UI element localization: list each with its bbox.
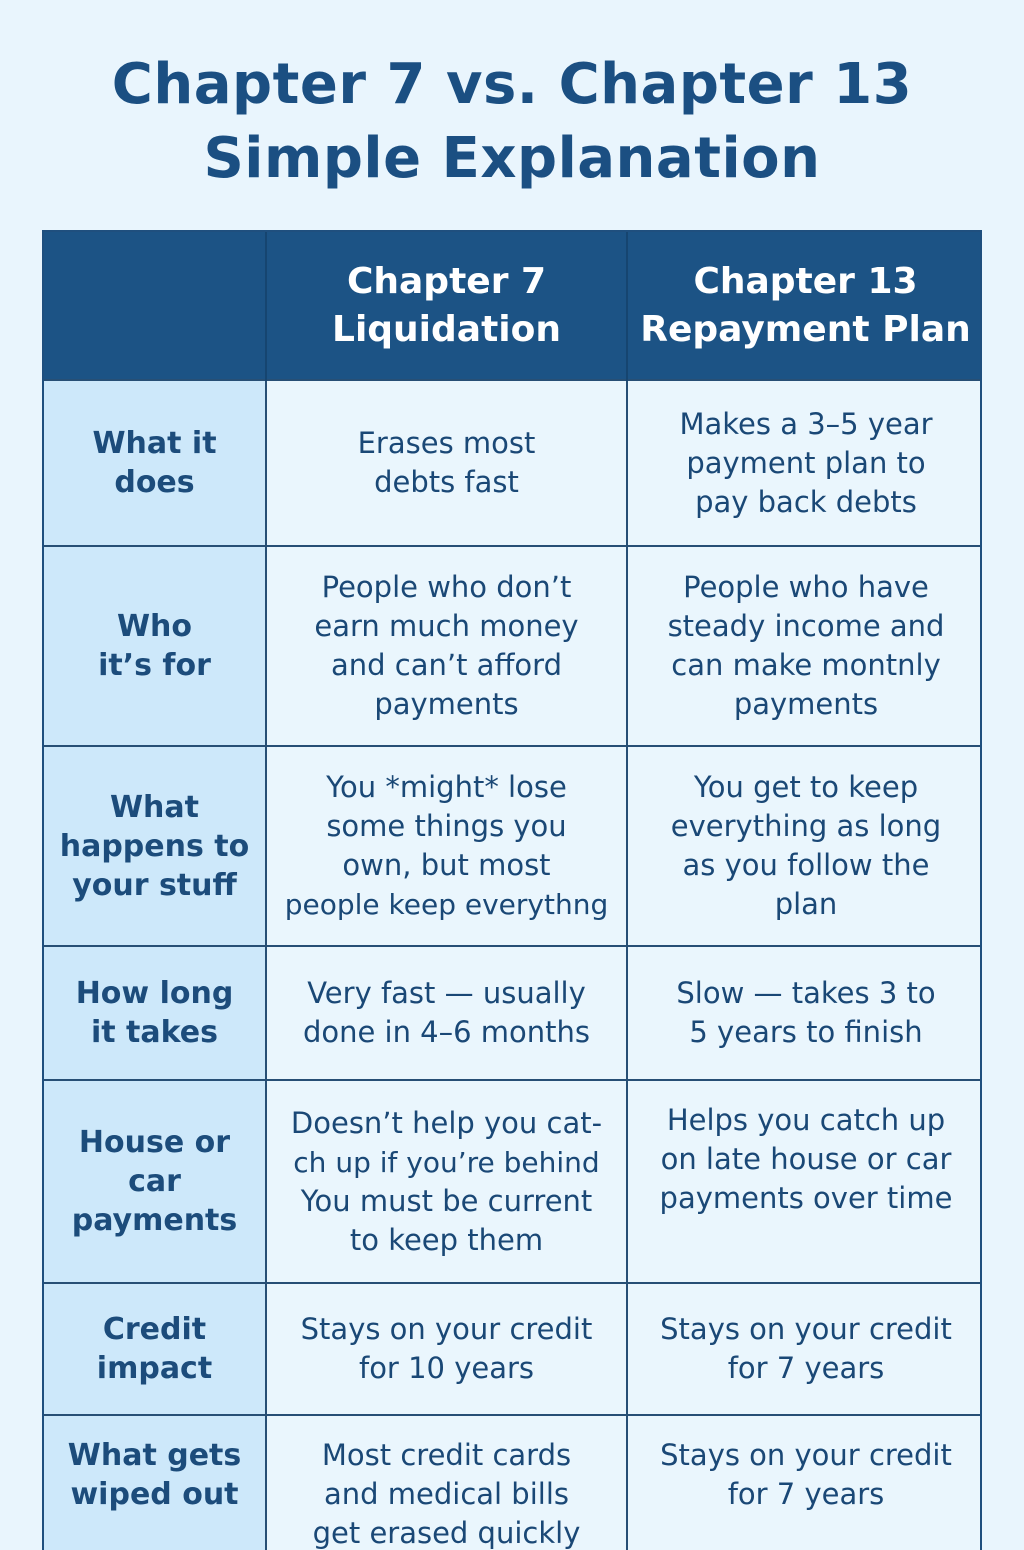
cell-text: to keep them — [349, 1222, 544, 1257]
table-row — [44, 746, 982, 946]
cell-text: pay back debts — [695, 484, 917, 519]
cell-text: Stays on your credit — [300, 1312, 593, 1346]
chapter-7-cell — [266, 946, 627, 1080]
header-text: Liquidation — [332, 308, 561, 350]
cell-text: own, but most — [342, 848, 551, 882]
chapter-7-cell — [266, 1080, 627, 1283]
row-label-what-it-does — [44, 380, 266, 546]
table-row — [44, 1080, 982, 1283]
cell-text: ch up if you’re behind — [293, 1145, 600, 1179]
cell-text: Makes a 3–5 year — [679, 406, 933, 441]
chapter-7-cell — [266, 1283, 627, 1415]
cell-text: payments over time — [659, 1181, 953, 1215]
row-label-wiped-out — [44, 1415, 266, 1550]
chapter-7-cell — [266, 1415, 627, 1550]
page-title — [0, 48, 1024, 196]
header-text: Chapter 13 — [693, 260, 918, 302]
header-chapter-13 — [627, 232, 982, 380]
cell-text: People who don’t — [321, 570, 572, 604]
label-text: Who — [116, 609, 193, 644]
cell-text: debts fast — [374, 465, 519, 499]
label-text: payments — [71, 1203, 238, 1238]
chapter-13-cell — [627, 746, 982, 946]
label-text: Credit — [102, 1312, 207, 1347]
cell-text: 5 years to finish — [689, 1015, 923, 1049]
cell-text: payments — [733, 687, 879, 721]
cell-text: payments — [374, 687, 519, 721]
label-text: it takes — [90, 1015, 218, 1050]
cell-text: for 7 years — [727, 1351, 885, 1385]
cell-text: and can’t afford — [331, 648, 562, 682]
label-text: your stuff — [72, 867, 237, 903]
label-text: it’s for — [98, 648, 211, 683]
cell-text: for 10 years — [358, 1351, 535, 1385]
table-row — [44, 380, 982, 546]
label-text: does — [114, 465, 195, 500]
row-label-who-its-for — [44, 546, 266, 746]
comparison-table-container — [42, 230, 982, 1550]
cell-text: People who have — [683, 570, 929, 604]
header-text: Repayment Plan — [640, 308, 971, 350]
cell-text: some things you — [326, 809, 567, 843]
cell-text: You *might* lose — [326, 770, 567, 804]
table-row — [44, 546, 982, 746]
cell-text: Most credit cards — [321, 1438, 572, 1472]
cell-text: as you follow the — [682, 848, 930, 882]
cell-text: payment plan to — [686, 445, 926, 480]
chapter-13-cell — [627, 546, 982, 746]
cell-text: Very fast — usually — [307, 976, 586, 1010]
label-text: House or — [78, 1125, 231, 1160]
cell-text: Stays on your credit — [660, 1312, 952, 1346]
label-text: impact — [96, 1351, 213, 1386]
label-text: car — [128, 1164, 181, 1199]
page-title-line-2: Simple Explanation — [203, 126, 821, 191]
chapter-13-cell — [627, 1283, 982, 1415]
cell-text: Stays on your credit — [660, 1438, 952, 1472]
label-text: What — [109, 789, 200, 825]
table-row — [44, 1415, 982, 1550]
cell-text: Helps you catch up — [666, 1103, 946, 1137]
cell-text: Doesn’t help you cat- — [290, 1105, 603, 1140]
cell-text: earn much money — [314, 609, 579, 643]
cell-text: Slow — takes 3 to — [676, 976, 936, 1010]
table-row — [44, 1283, 982, 1415]
chapter-7-cell — [266, 546, 627, 746]
row-label-house-car — [44, 1080, 266, 1283]
cell-text: and medical bills — [323, 1477, 569, 1511]
page-title-line-1: Chapter 7 vs. Chapter 13 — [111, 52, 913, 117]
label-text: How long — [75, 976, 234, 1011]
label-text: What gets — [67, 1438, 242, 1473]
cell-text: steady income and — [667, 609, 945, 643]
cell-text: get erased quickly — [312, 1516, 581, 1550]
cell-text: on late house or car — [660, 1142, 952, 1176]
row-label-how-long — [44, 946, 266, 1080]
cell-text: You get to keep — [693, 770, 919, 804]
cell-text: You must be current — [300, 1183, 593, 1218]
header-chapter-7 — [266, 232, 627, 380]
cell-text: people keep everythng — [284, 888, 609, 921]
label-text: What it — [92, 426, 217, 461]
cell-text: everything as long — [670, 809, 942, 843]
chapter-13-cell — [627, 380, 982, 546]
cell-text: for 7 years — [727, 1477, 885, 1511]
cell-text: plan — [774, 887, 838, 921]
table-header-row — [44, 232, 982, 380]
label-text: wiped out — [70, 1477, 239, 1512]
comparison-table — [44, 232, 982, 1550]
chapter-13-cell — [627, 946, 982, 1080]
cell-text: Erases most — [357, 426, 536, 460]
cell-text: done in 4–6 months — [302, 1015, 591, 1049]
chapter-7-cell — [266, 380, 627, 546]
header-text: Chapter 7 — [346, 260, 547, 302]
row-label-your-stuff — [44, 746, 266, 946]
label-text: happens to — [59, 828, 250, 864]
chapter-13-cell — [627, 1415, 982, 1550]
row-label-credit-impact — [44, 1283, 266, 1415]
cell-text: can make montnly — [671, 648, 941, 682]
chapter-13-cell — [627, 1080, 982, 1283]
header-corner-cell — [44, 232, 266, 380]
table-row — [44, 946, 982, 1080]
chapter-7-cell — [266, 746, 627, 946]
